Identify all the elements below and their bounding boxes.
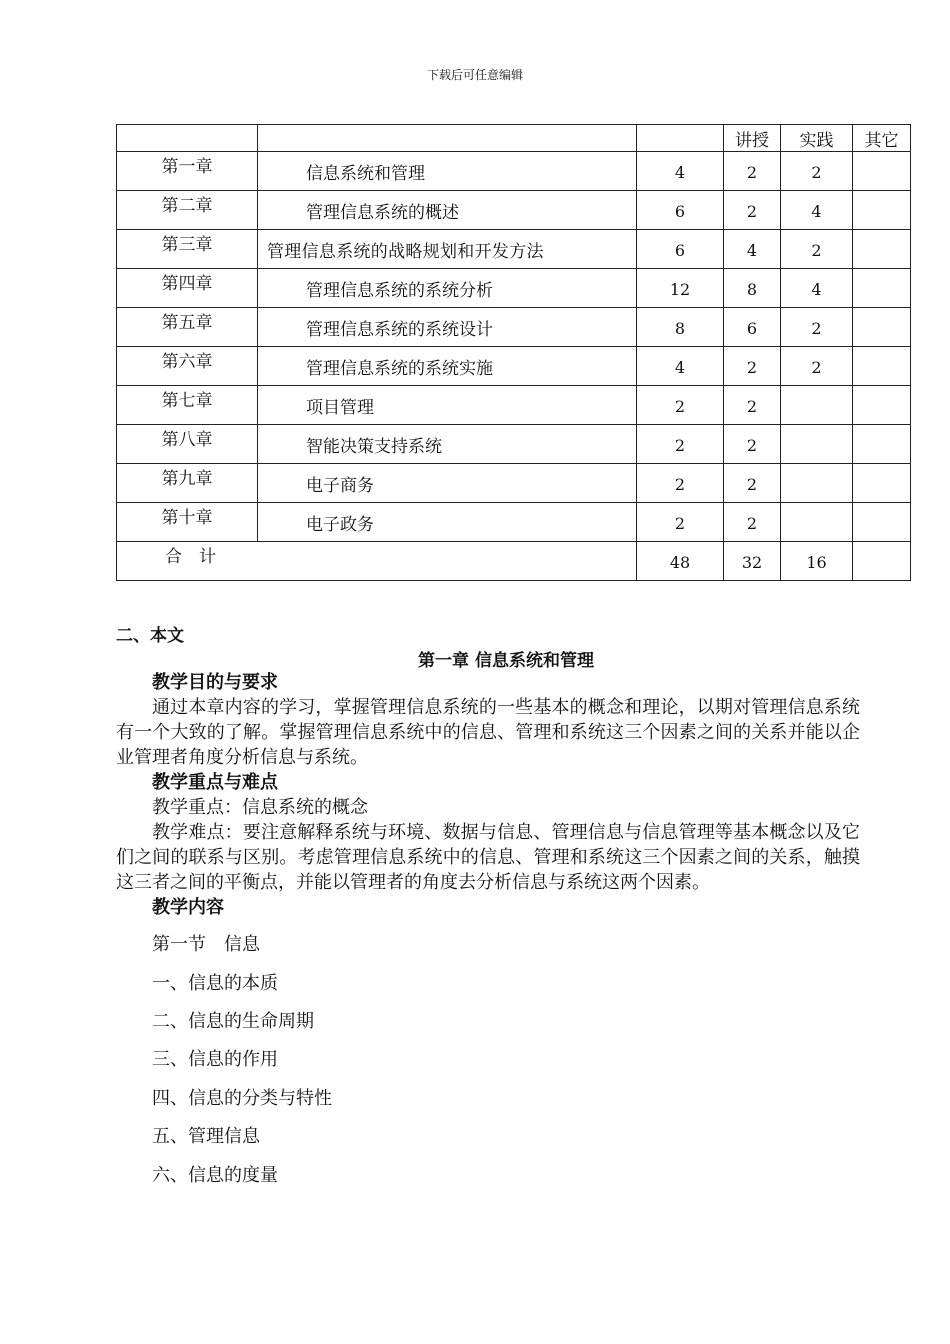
total-other-cell: [853, 542, 911, 581]
hours-value: 4: [674, 163, 686, 182]
practice-cell: [781, 191, 853, 230]
hours-value: 2: [674, 397, 686, 416]
lecture-value: 8: [746, 280, 758, 299]
total-hours-cell: [637, 542, 724, 581]
table-row: [117, 191, 911, 230]
hours-value: 2: [674, 475, 686, 494]
header-cell-empty: [637, 125, 724, 152]
other-cell: [853, 191, 911, 230]
chapter-label: 第六章: [161, 351, 213, 372]
objectives-block: [116, 670, 860, 920]
lecture-cell: [724, 425, 781, 464]
hours-cell: [637, 386, 724, 425]
lecture-cell: [724, 347, 781, 386]
chapter-title-cell: 管理信息系统的概述: [258, 191, 637, 230]
toc-item: 三、信息的作用: [152, 1049, 278, 1070]
practice-cell: [781, 269, 853, 308]
lecture-cell: [724, 191, 781, 230]
header-cell-empty: [117, 125, 258, 152]
chapter-title-cell: 电子政务: [258, 503, 637, 542]
header-cell-empty: [258, 125, 637, 152]
section-title: 二、本文: [116, 626, 184, 646]
practice-cell: [781, 386, 853, 425]
table-row: [117, 464, 911, 503]
practice-value: 2: [811, 358, 822, 377]
chapter-title-cell: 电子商务: [258, 464, 637, 503]
lecture-cell: [724, 269, 781, 308]
chapter-label: 第七章: [161, 390, 213, 411]
practice-value: 2: [811, 319, 822, 338]
hours-value: 6: [674, 241, 686, 260]
hours-value: 12: [669, 280, 691, 299]
other-cell: [853, 269, 911, 308]
practice-cell: [781, 152, 853, 191]
table-row: [117, 152, 911, 191]
chapter-title-cell: 智能决策支持系统: [258, 425, 637, 464]
table-row: [117, 503, 911, 542]
chapter-label: 第十章: [161, 507, 213, 528]
chapter-cell: [117, 230, 258, 269]
keypoint-text: 教学重点：信息系统的概念: [152, 797, 368, 818]
hours-cell: [637, 152, 724, 191]
toc-item: 六、信息的度量: [152, 1165, 278, 1186]
lecture-value: 2: [746, 475, 758, 494]
chapter-cell: [117, 347, 258, 386]
chapter-label: 第四章: [161, 273, 213, 294]
chapter-cell: [117, 503, 258, 542]
chapter-title-cell: 项目管理: [258, 386, 637, 425]
course-schedule-table: [116, 124, 911, 581]
chapter-label: 第三章: [161, 234, 213, 255]
chapter-cell: [117, 386, 258, 425]
chapter-label: 第八章: [161, 429, 213, 450]
lecture-value: 2: [746, 202, 758, 221]
total-practice: 16: [806, 553, 827, 572]
toc-item: 五、管理信息: [152, 1126, 260, 1147]
lecture-cell: [724, 386, 781, 425]
lecture-cell: [724, 503, 781, 542]
hours-cell: [637, 503, 724, 542]
content-heading: 教学内容: [152, 897, 224, 918]
table-total-row: [117, 542, 911, 581]
lecture-value: 2: [746, 514, 758, 533]
table-row: [117, 425, 911, 464]
chapter-title: 第一章 信息系统和管理: [418, 651, 594, 671]
chapter-cell: [117, 191, 258, 230]
objectives-heading: 教学目的与要求: [152, 672, 278, 693]
total-practice-cell: [781, 542, 853, 581]
chapter-label: 第五章: [161, 312, 213, 333]
chapter-cell: [117, 269, 258, 308]
other-cell: [853, 347, 911, 386]
table-row: [117, 308, 911, 347]
practice-value: 2: [811, 163, 822, 182]
total-label: 合 计: [165, 546, 216, 567]
practice-cell: [781, 230, 853, 269]
hours-cell: [637, 269, 724, 308]
chapter-title-cell: 信息系统和管理: [258, 152, 637, 191]
chapter-cell: [117, 425, 258, 464]
total-lecture-cell: [724, 542, 781, 581]
chapter-title-cell: 管理信息系统的战略规划和开发方法: [258, 230, 637, 269]
lecture-cell: [724, 152, 781, 191]
header-cell-other: 其它: [853, 125, 911, 152]
hours-cell: [637, 347, 724, 386]
total-hours: 48: [669, 553, 691, 572]
chapter-label: 第一章: [161, 156, 213, 177]
lecture-cell: [724, 464, 781, 503]
practice-value: 4: [811, 202, 822, 221]
lecture-cell: [724, 308, 781, 347]
practice-cell: [781, 425, 853, 464]
chapter-title-cell: 管理信息系统的系统设计: [258, 308, 637, 347]
practice-value: 2: [811, 241, 822, 260]
lecture-value: 2: [746, 163, 758, 182]
hours-value: 2: [674, 436, 686, 455]
chapter-title-cell: 管理信息系统的系统实施: [258, 347, 637, 386]
practice-cell: [781, 464, 853, 503]
table-row: [117, 269, 911, 308]
lecture-value: 6: [746, 319, 758, 338]
practice-cell: [781, 308, 853, 347]
other-cell: [853, 386, 911, 425]
other-cell: [853, 503, 911, 542]
chapter-label: 第二章: [161, 195, 213, 216]
practice-cell: [781, 347, 853, 386]
difficulty-text: 教学难点：要注意解释系统与环境、数据与信息、管理信息与信息管理等基本概念以及它们之间的联系与区别。考虑管理信息系统中的信息、管理和系统这三个因素之间的关系，触摸这三者之间的平衡点，并能以管理者的角度去分析信息与系统这两个因素。: [116, 822, 860, 893]
hours-value: 8: [674, 319, 686, 338]
page-header-note: 下载后可任意编辑: [426, 68, 523, 82]
objectives-text: 通过本章内容的学习，掌握管理信息系统的一些基本的概念和理论，以期对管理信息系统有一个大致的了解。掌握管理信息系统中的信息、管理和系统这三个因素之间的关系并能以企业管理者角度分析信息与系统。: [116, 697, 860, 768]
chapter-cell: [117, 152, 258, 191]
other-cell: [853, 425, 911, 464]
header-cell-practice: 实践: [781, 125, 853, 152]
toc-item: 二、信息的生命周期: [152, 1011, 314, 1032]
other-cell: [853, 464, 911, 503]
hours-value: 2: [674, 514, 686, 533]
toc-item: 四、信息的分类与特性: [152, 1088, 332, 1109]
other-cell: [853, 230, 911, 269]
table-row: [117, 386, 911, 425]
chapter-label: 第九章: [161, 468, 213, 489]
lecture-value: 2: [746, 397, 758, 416]
total-lecture: 32: [741, 553, 763, 572]
keypoints-heading: 教学重点与难点: [152, 772, 278, 793]
lecture-value: 2: [746, 358, 758, 377]
lecture-cell: [724, 230, 781, 269]
practice-cell: [781, 503, 853, 542]
lecture-value: 2: [746, 436, 758, 455]
hours-cell: [637, 308, 724, 347]
hours-cell: [637, 191, 724, 230]
hours-cell: [637, 230, 724, 269]
table-header-row: [117, 125, 911, 152]
hours-value: 4: [674, 358, 686, 377]
practice-value: 4: [811, 280, 822, 299]
chapter-title-cell: 管理信息系统的系统分析: [258, 269, 637, 308]
chapter-cell: [117, 308, 258, 347]
toc-item: 一、信息的本质: [152, 973, 278, 994]
header-cell-lecture: 讲授: [724, 125, 781, 152]
other-cell: [853, 308, 911, 347]
hours-value: 6: [674, 202, 686, 221]
table-row: [117, 347, 911, 386]
table-body: [117, 152, 911, 542]
chapter-cell: [117, 464, 258, 503]
total-label-cell: [117, 542, 637, 581]
lecture-value: 4: [746, 241, 758, 260]
hours-cell: [637, 464, 724, 503]
toc-item: 第一节 信息: [152, 934, 260, 955]
hours-cell: [637, 425, 724, 464]
table-row: [117, 230, 911, 269]
other-cell: [853, 152, 911, 191]
